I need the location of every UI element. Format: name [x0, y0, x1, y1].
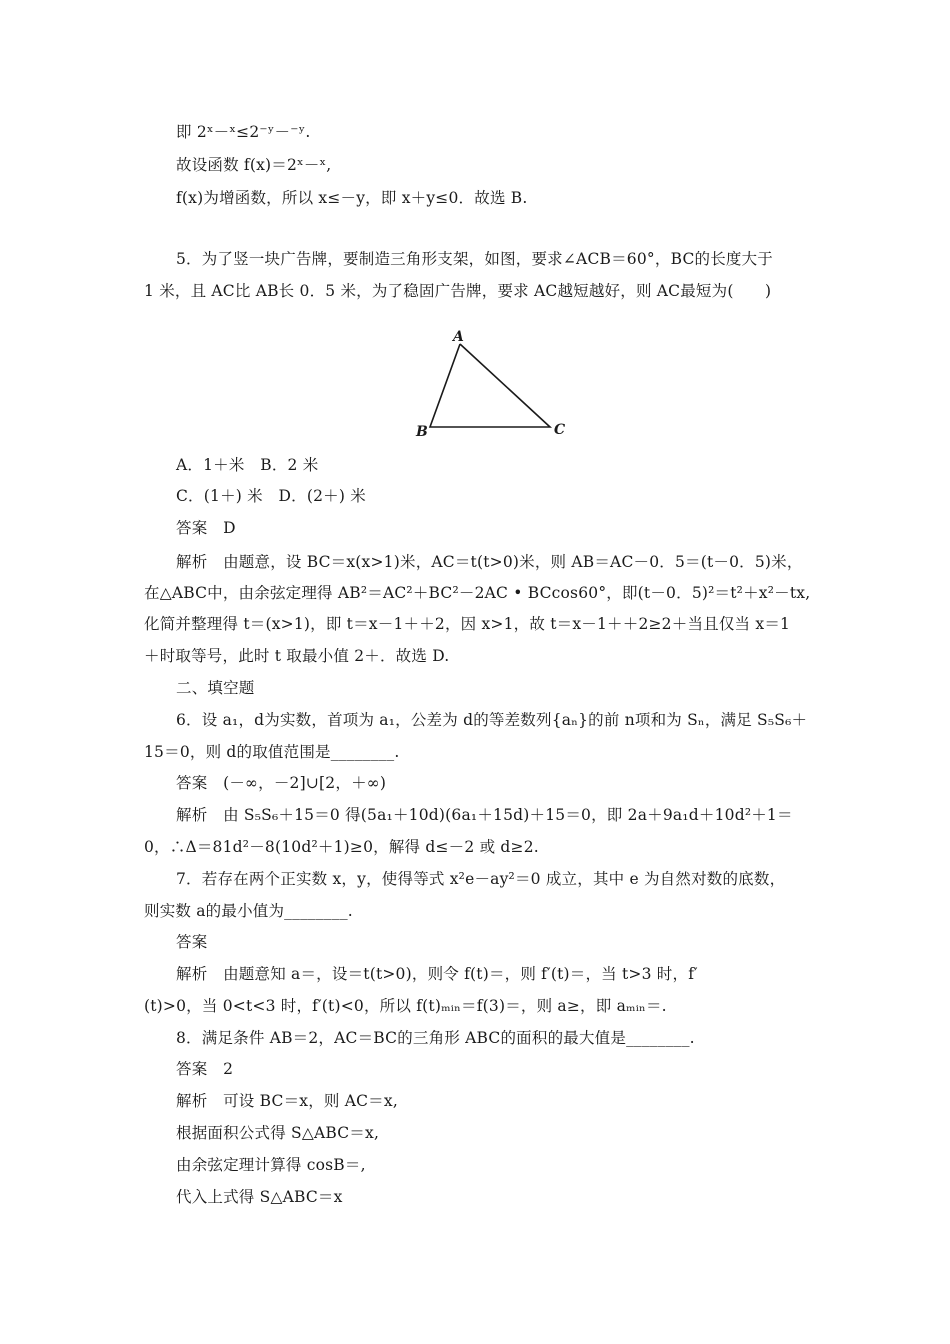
triangle-abc [430, 344, 550, 427]
analysis-line: ＋时取等号，此时 t 取最小值 2＋．故选 D. [144, 647, 450, 665]
option-line: C．(1＋) 米 D．(2＋) 米 [176, 487, 366, 505]
question-5-line: 5．为了竖一块广告牌，要制造三角形支架，如图，要求∠ACB＝60°，BC的长度大于 [176, 250, 774, 268]
vertex-label-c: C [554, 422, 566, 438]
question-8-line: 8．满足条件 AB＝2，AC＝BC的三角形 ABC的面积的最大值是________. [176, 1029, 695, 1047]
question-7-line: 则实数 a的最小值为________. [144, 902, 353, 920]
analysis-line: 在△ABC中，由余弦定理得 AB²＝AC²＋BC²－2AC • BCcos60°，即(t－0．5)²＝t²＋x²－tx, [144, 584, 811, 602]
text-line: 即 2ˣ－ˣ≤2⁻ʸ－⁻ʸ. [176, 123, 311, 141]
analysis-line: 解析 由题意，设 BC＝x(x>1)米，AC＝t(t>0)米，则 AB＝AC－0．5＝(t－0．5)米， [176, 553, 803, 571]
question-7-line: 7．若存在两个正实数 x，y，使得等式 x²e－ay²＝0 成立，其中 e 为自然对数的底数， [176, 870, 786, 888]
analysis-line: 解析 可设 BC＝x，则 AC＝x, [176, 1092, 398, 1110]
answer-line: 答案 (－∞，－2]∪[2，＋∞) [176, 774, 387, 792]
triangle-diagram [400, 320, 580, 445]
analysis-line: 化简并整理得 t＝(x>1)，即 t＝x－1＋＋2，因 x>1，故 t＝x－1＋＋2≥2＋当且仅当 x＝1 [144, 615, 791, 633]
vertex-label-a: A [453, 329, 464, 345]
vertex-label-b: B [416, 424, 428, 440]
question-5-line: 1 米，且 AC比 AB长 0．5 米，为了稳固广告牌，要求 AC越短越好，则 AC最短为( ) [144, 282, 772, 300]
analysis-line: (t)>0，当 0<t<3 时，f′(t)<0，所以 f(t)ₘᵢₙ＝f(3)＝，则 a≥，即 aₘᵢₙ＝. [144, 997, 667, 1015]
analysis-line: 代入上式得 S△ABC＝x [176, 1188, 343, 1206]
triangle-figure [400, 320, 580, 445]
answer-line: 答案 2 [176, 1060, 234, 1078]
answer-line: 答案 [176, 933, 208, 951]
analysis-line: 解析 由题意知 a＝，设＝t(t>0)，则令 f(t)＝，则 f′(t)＝，当 t>3 时，f′ [176, 965, 698, 983]
option-line: A．1＋米 B．2 米 [176, 456, 319, 474]
question-6-line: 15＝0，则 d的取值范围是________. [144, 743, 400, 761]
analysis-line: 根据面积公式得 S△ABC＝x, [176, 1124, 380, 1142]
section-heading: 二、填空题 [176, 679, 255, 697]
answer-line: 答案 D [176, 519, 236, 537]
text-line: 故设函数 f(x)＝2ˣ－ˣ, [176, 156, 332, 174]
analysis-line: 由余弦定理计算得 cosB＝, [176, 1156, 366, 1174]
question-6-line: 6．设 a₁，d为实数，首项为 a₁，公差为 d的等差数列{aₙ}的前 n项和为 Sₙ，满足 S₅S₆＋ [176, 711, 808, 729]
analysis-line: 0，∴Δ＝81d²－8(10d²＋1)≥0，解得 d≤－2 或 d≥2. [144, 838, 539, 856]
text-line: f(x)为增函数，所以 x≤－y，即 x＋y≤0．故选 B. [176, 189, 528, 207]
analysis-line: 解析 由 S₅S₆＋15＝0 得(5a₁＋10d)(6a₁＋15d)＋15＝0，即 2a＋9a₁d＋10d²＋1＝ [176, 806, 793, 824]
